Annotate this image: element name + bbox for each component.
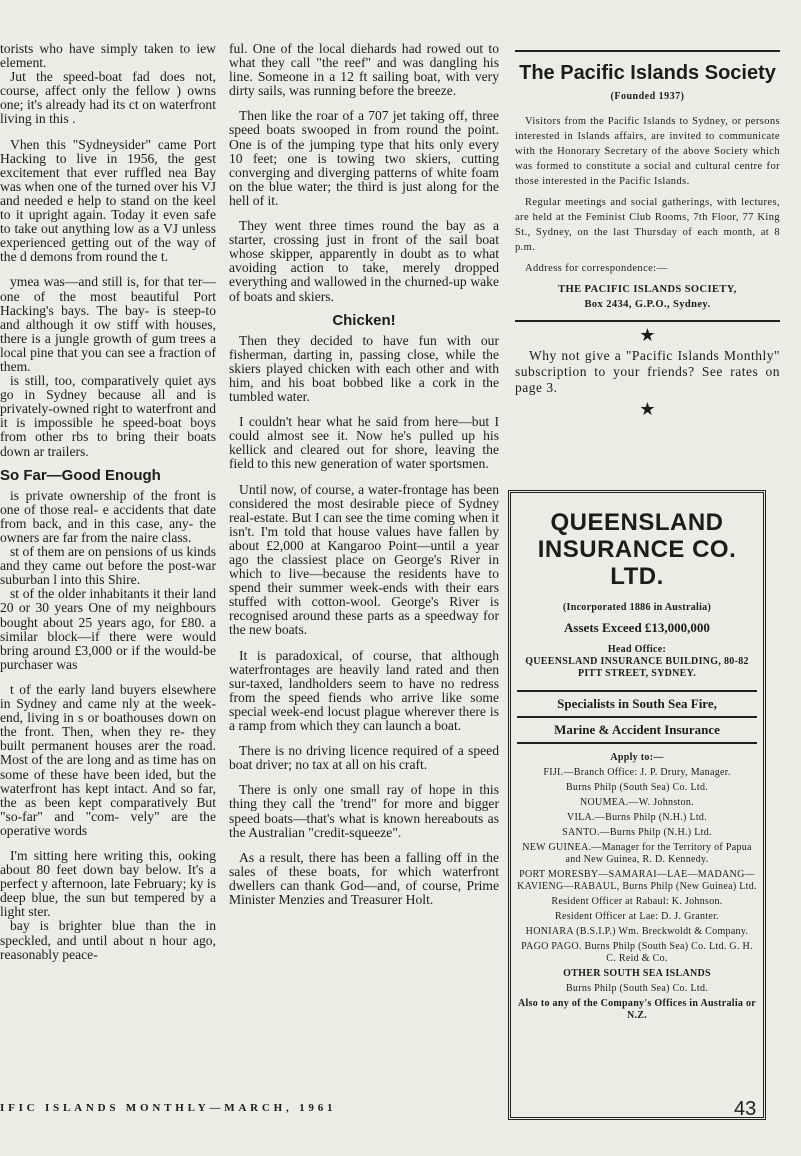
article-column-middle xyxy=(229,42,499,907)
article-column-left xyxy=(0,42,216,962)
ad-agent: PAGO PAGO. Burns Philp (South Sea) Co. Ltd. G. H. C. Reid & Co. xyxy=(521,941,753,964)
ad-incorporated: (Incorporated 1886 in Australia) xyxy=(562,602,712,613)
star-icon: ★ xyxy=(639,325,656,346)
ad-apply-to: Apply to:— xyxy=(610,752,664,763)
ad-agents-list xyxy=(517,752,757,1022)
section-heading-so-far: So Far—Good Enough xyxy=(0,466,161,484)
article-paragraph: torists who have simply taken to iew element. xyxy=(0,41,216,71)
article-paragraph: t of the early land buyers elsewhere in Sydney and came nly at the week-end, living in s or boathouses down on the front. Then, when they re- they built permanent houses arer the road. Most of the are long and as time has on some of these have been ided, but the waterfront has kept intact. And so far, the as been kept comparatively But "so-far" and "com- vely" are the operative words xyxy=(0,681,216,838)
article-paragraph: I'm sitting here writing this, ooking about 80 feet down bay below. It's a perfect y afternoon, late February; ky is deep blue, the sun but tempered by a light ster. xyxy=(0,847,216,920)
ad-head-office-label: Head Office: xyxy=(607,644,667,655)
page-number: 43 xyxy=(734,1098,757,1120)
ad-specialists-line: Specialists in South Sea Fire, xyxy=(517,690,757,718)
article-paragraph: Jut the speed-boat fad does not, course, affect only the fellow ) owns one; it's already had its ct on waterfront living in this . xyxy=(0,69,216,127)
ad-insurance-line: Marine & Accident Insurance xyxy=(517,718,757,744)
article-paragraph: Then like the roar of a 707 jet taking off, three speed boats swooped in from round the point. One is of the jumping type that hits only every 10 feet; one is towing two skiers, cutting converging and diverging patterns of white foam on the blue water; the third is just along for the hell of it. xyxy=(229,108,499,208)
society-paragraph: Visitors from the Pacific Islands to Sydney, or persons interested in Islands affairs, are invited to communicate with the Honorary Secretary of the above Society which was formed to constitute a social and cultural centre for those interested in the Pacific Islands. xyxy=(515,116,780,188)
article-paragraph: Then they decided to have fun with our fisherman, darting in, passing close, while the skiers played chicken with each other and with him, and his boat bobbed like a cork in the tumbled water. xyxy=(229,332,499,405)
ad-agent: Resident Officer at Lae: D. J. Granter. xyxy=(555,911,719,922)
article-paragraph: There is only one small ray of hope in this thing they call the 'trend" for more and bigger speed boats—that's what is known hereabouts as the Australian "credit-squeeze". xyxy=(229,782,499,840)
ad-agent: Also to any of the Company's Offices in Australia or N.Z. xyxy=(517,998,757,1021)
ad-head-office-address: QUEENSLAND INSURANCE BUILDING, 80-82 PITT STREET, SYDNEY. xyxy=(525,656,749,679)
ad-agent: Burns Philp (South Sea) Co. Ltd. xyxy=(565,983,709,994)
ad-agent: VILA.—Burns Philp (N.H.) Ltd. xyxy=(566,812,708,823)
notices-column-right xyxy=(515,50,780,422)
article-paragraph: Until now, of course, a water-frontage has been considered the most desirable piece of Sydney real-estate. But I can see the time coming when it isn't. I'm told that house values have fallen by about £2,000 at Kangaroo Point—until a year ago the classiest place on George's River in which to live—because the residents have to spend their summer week-ends with their ears stuffed with cotton-wool. George's River is recognised around these parts as a speedway for the new boats. xyxy=(229,481,499,638)
article-paragraph: They went three times round the bay as a starter, crossing just in front of the sail boat whose skipper, apparently in doubt as to what avoiding action to take, merely dropped everything and wallowed in the churned-up wake of boats and skiers. xyxy=(229,218,499,304)
society-title: The Pacific Islands Society xyxy=(519,62,776,84)
ad-agent: HONIARA (B.S.I.P.) Wm. Breckwoldt & Company. xyxy=(525,926,749,937)
society-paragraph: Regular meetings and social gatherings, with lectures, are held at the Feminist Club Rooms, 7th Floor, 77 King St., Sydney, on the last Thursday of each month, at 8 p.m. xyxy=(515,197,780,254)
ad-agent: OTHER SOUTH SEA ISLANDS xyxy=(563,968,711,979)
society-founded: (Founded 1937) xyxy=(610,91,685,103)
society-address-box: Box 2434, G.P.O., Sydney. xyxy=(584,299,711,311)
society-address-name: THE PACIFIC ISLANDS SOCIETY, xyxy=(558,284,737,296)
section-heading-chicken: Chicken! xyxy=(332,311,396,329)
ad-agent: PORT MORESBY—SAMARAI—LAE—MADANG—KAVIENG—RABAUL, Burns Philp (New Guinea) Ltd. xyxy=(517,869,757,892)
article-paragraph: Vhen this "Sydneysider" came Port Hacking to live in 1956, the gest excitement that ever ruffled nea Bay was when one of the turned over his VJ and needed e help to stand on the keel to it upright again. Today it even safe to take out anything low as a VJ unless experienced getting out of the way of the d demons from round the t. xyxy=(0,136,216,265)
article-paragraph: ful. One of the local diehards had rowed out to what they call "the reef" and was dangling his line. Someone in a 12 ft sailing boat, with very dirty sails, was running before the breeze. xyxy=(229,41,499,99)
article-paragraph: st of the older inhabitants it their land 20 or 30 years One of my neighbours bought about 25 years ago, for £80. a similar block—if there were would bring around £3,000 or if the would-be purchaser was xyxy=(0,586,216,672)
article-paragraph: is private ownership of the front is one of those real- e accidents that date from back, and in this case, any- the owners are far from the naire class. xyxy=(0,487,216,545)
article-paragraph: As a result, there has been a falling off in the sales of these boats, for which waterfront dwellers can thank God—and, of course, Prime Minister Menzies and Treasurer Holt. xyxy=(229,849,499,907)
article-paragraph: st of them are on pensions of us kinds and they came out before the post-war suburban l into this Shire. xyxy=(0,544,216,588)
ad-agent: FIJI.—Branch Office: J. P. Drury, Manager. xyxy=(543,767,731,778)
ad-agent: NOUMEA.—W. Johnston. xyxy=(580,797,694,808)
ad-agent: Burns Philp (South Sea) Co. Ltd. xyxy=(565,782,709,793)
ad-agent: Resident Officer at Rabaul: K. Johnson. xyxy=(551,896,723,907)
insurance-advertisement xyxy=(508,490,766,1120)
article-paragraph: bay is brighter blue than the in speckled, and until about n hour ago, reasonably peace- xyxy=(0,918,216,962)
article-paragraph: I couldn't hear what he said from here—but I could almost see it. Now he's pulled up his kellick and cleared out for shore, leaving the field to this new generation of water sportsmen. xyxy=(229,414,499,472)
star-icon: ★ xyxy=(639,399,656,420)
article-paragraph: ymea was—and still is, for that ter—one of the most beautiful Port Hacking's bays. The bay- is steep-to and although it ow stiff with houses, there is a jungle growth of gum trees a local pine that you can see a fraction of them. xyxy=(0,274,216,374)
society-notice xyxy=(515,114,780,312)
subscription-promo: Why not give a "Pacific Islands Monthly" subscription to your friends? See rates on page 3. xyxy=(515,348,780,396)
divider xyxy=(515,50,780,52)
society-paragraph: Address for correspondence:— xyxy=(525,263,668,275)
ad-company-name: QUEENSLAND INSURANCE CO. LTD. xyxy=(537,509,737,590)
ad-agent: NEW GUINEA.—Manager for the Territory of Papua and New Guinea, R. D. Kennedy. xyxy=(522,842,752,865)
running-footer: IFIC ISLANDS MONTHLY—MARCH, 1961 xyxy=(0,1102,337,1114)
ad-assets: Assets Exceed £13,000,000 xyxy=(564,620,710,635)
ad-agent: SANTO.—Burns Philp (N.H.) Ltd. xyxy=(562,827,712,838)
article-paragraph: It is paradoxical, of course, that although waterfrontages are heavily land rated and then sur-taxed, landholders seem to have no redress from the speed fiends who arrive like some special week-end locust plague wherever there is a ramp from which they can launch a boat. xyxy=(229,647,499,734)
divider xyxy=(515,320,780,322)
article-paragraph: There is no driving licence required of a speed boat driver; no tax at all on his craft. xyxy=(229,743,499,773)
article-paragraph: is still, too, comparatively quiet ays go in Sydney because all and is privately-owned right to waterfront and it is impossible he speed-boat boys from other rbs to bring their boats down ar trailers. xyxy=(0,373,216,459)
